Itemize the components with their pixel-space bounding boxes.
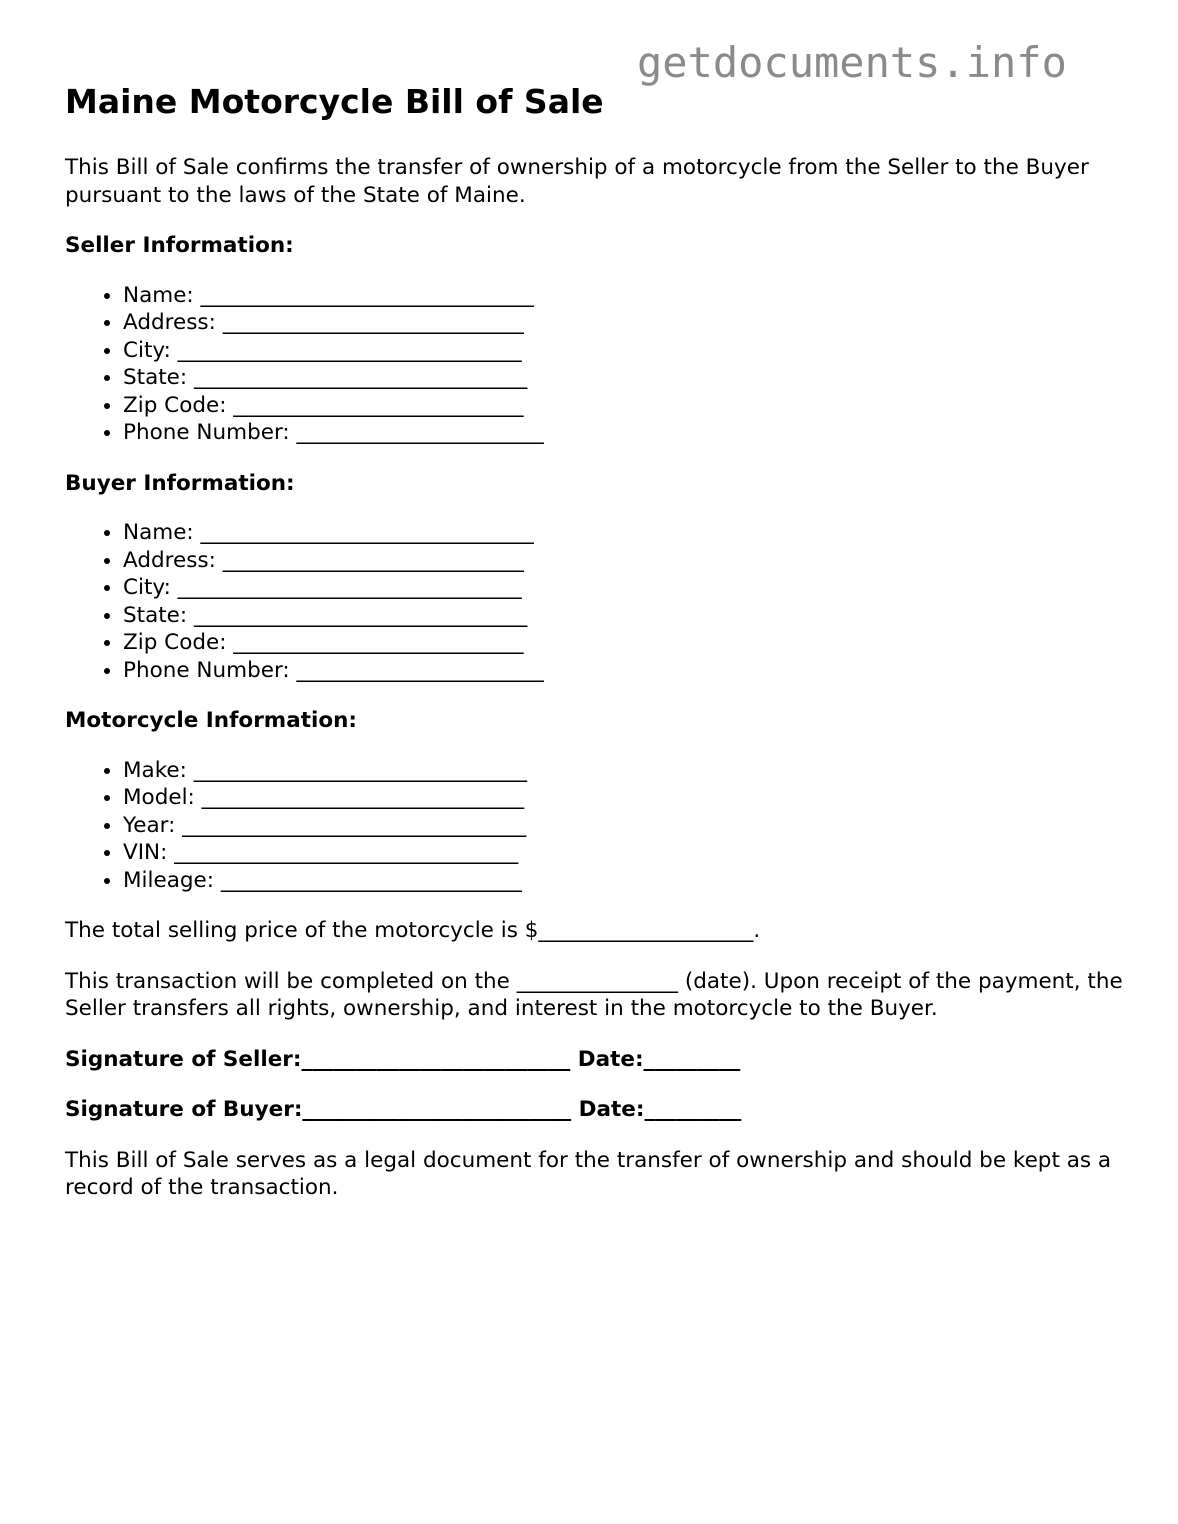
- buyer-city-field: • City: ________________________________: [123, 574, 1125, 602]
- page-title: Maine Motorcycle Bill of Sale: [65, 82, 604, 121]
- seller-signature-line: Signature of Seller:_________________________ Date:_________: [65, 1046, 741, 1072]
- motorcycle-vin-field: • VIN: ________________________________: [123, 839, 1125, 867]
- transaction-paragraph: This transaction will be completed on the _______________ (date). Upon receipt of the payment, the Seller transfers all rights, ownership, and interest in the motorcycle to the Buyer.: [65, 968, 1123, 1021]
- seller-city-field: • City: ________________________________: [123, 337, 1125, 365]
- motorcycle-heading: Motorcycle Information:: [65, 708, 358, 733]
- motorcycle-model-field: • Model: ______________________________: [123, 784, 1125, 812]
- watermark: getdocuments.info: [637, 38, 1067, 87]
- intro-paragraph: This Bill of Sale confirms the transfer of ownership of a motorcycle from the Seller to the Buyer pursuant to the laws of the State of Maine.: [65, 155, 1089, 208]
- buyer-signature-line: Signature of Buyer:_________________________ Date:_________: [65, 1097, 742, 1122]
- seller-state-field: • State: _______________________________: [123, 364, 1125, 392]
- buyer-field-list: [65, 519, 1125, 684]
- closing-paragraph: This Bill of Sale serves as a legal document for the transfer of ownership and should be kept as a record of the transaction.: [65, 1147, 1112, 1200]
- seller-heading: Seller Information:: [65, 233, 294, 258]
- seller-field-list: [65, 282, 1125, 447]
- motorcycle-year-field: • Year: ________________________________: [123, 812, 1125, 840]
- buyer-address-field: • Address: ____________________________: [123, 547, 1125, 575]
- buyer-phone-field: • Phone Number: _______________________: [123, 657, 1125, 685]
- price-paragraph: The total selling price of the motorcycle is $____________________.: [65, 918, 761, 943]
- motorcycle-field-list: [65, 757, 1125, 895]
- buyer-name-field: • Name: _______________________________: [123, 519, 1125, 547]
- buyer-zip-field: • Zip Code: ___________________________: [123, 629, 1125, 657]
- document-page: [65, 80, 1125, 1225]
- seller-address-field: • Address: ____________________________: [123, 309, 1125, 337]
- buyer-state-field: • State: _______________________________: [123, 602, 1125, 630]
- motorcycle-mileage-field: • Mileage: ____________________________: [123, 867, 1125, 895]
- seller-phone-field: • Phone Number: _______________________: [123, 419, 1125, 447]
- seller-zip-field: • Zip Code: ___________________________: [123, 392, 1125, 420]
- seller-name-field: • Name: _______________________________: [123, 282, 1125, 310]
- motorcycle-make-field: • Make: _______________________________: [123, 757, 1125, 785]
- buyer-heading: Buyer Information:: [65, 470, 295, 496]
